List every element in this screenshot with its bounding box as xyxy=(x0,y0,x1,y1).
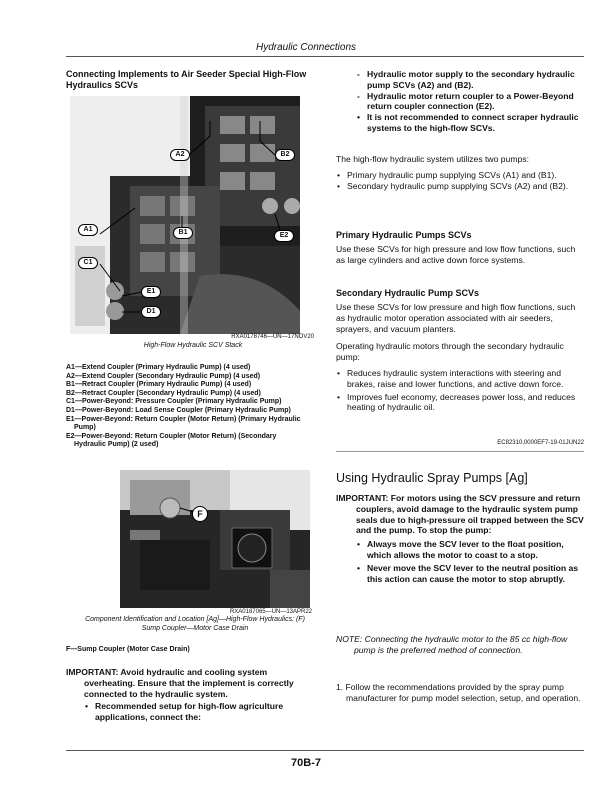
footer-rule xyxy=(66,750,584,751)
legend-item: B1—Retract Coupler (Primary Hydraulic Pump) (4 used) xyxy=(66,381,252,389)
scv-stack-figure xyxy=(70,96,300,334)
secondary-benefits-list xyxy=(336,368,584,413)
scraper-warning-list xyxy=(356,112,584,134)
figure2-caption: Component Identification and Location [Ag]—High-Flow Hydraulics: (F) Sump Coupler—Motor Case Drain xyxy=(85,616,305,632)
pumps-intro: The high-flow hydraulic system utilizes two pumps: xyxy=(336,154,529,164)
figure1-id: RXA0178746—UN—17NOV20 xyxy=(231,334,314,340)
callout-f: F xyxy=(192,506,208,522)
secondary-pump-heading: Secondary Hydraulic Pump SCVs xyxy=(336,288,480,298)
figure1-caption: High-Flow Hydraulic SCV Stack xyxy=(143,342,243,349)
scv-stack-illustration xyxy=(70,96,300,334)
page-number: 70B-7 xyxy=(291,757,321,769)
pumps-list xyxy=(336,170,584,192)
spray-bullets xyxy=(356,539,584,584)
legend-item: E1—Power-Beyond: Return Coupler (Motor Return) (Primary Hydraulic Pump) xyxy=(66,415,301,432)
secondary-pump-text2: Operating hydraulic motors through the secondary hydraulic pump: xyxy=(336,341,564,362)
sump-coupler-illustration xyxy=(120,470,310,608)
header-rule xyxy=(66,56,584,57)
list-item: • Reduces hydraulic system interactions with steering and brakes, raise and lower functions, and active down force. xyxy=(336,368,584,390)
callout-a1: A1 xyxy=(78,224,98,236)
list-item: • Recommended setup for high-flow agriculture applications, connect the: xyxy=(84,701,316,723)
list-item: • It is not recommended to connect scraper hydraulic systems to the high-flow SCVs. xyxy=(356,112,584,134)
spray-important xyxy=(336,493,584,584)
callout-e2: E2 xyxy=(274,230,294,242)
legend-item: A1—Extend Coupler (Primary Hydraulic Pump) (4 used) xyxy=(66,364,251,371)
page-header: Hydraulic Connections xyxy=(255,42,357,53)
spray-pumps-heading: Using Hydraulic Spray Pumps [Ag] xyxy=(336,471,528,485)
setup-connections xyxy=(336,69,584,134)
list-item: • Always move the SCV lever to the float position, which allows the motor to coast to a stop. xyxy=(356,539,584,561)
callout-d1: D1 xyxy=(141,306,161,318)
list-item: - Hydraulic motor return coupler to a Power-Beyond return coupler connection (E2). xyxy=(356,91,584,113)
connection-dash-list xyxy=(356,69,584,112)
legend-item: D1—Power-Beyond: Load Sense Coupler (Primary Hydraulic Pump) xyxy=(66,406,291,414)
important-bullets xyxy=(84,701,316,723)
primary-pump-heading: Primary Hydraulic Pumps SCVs xyxy=(336,230,472,240)
list-item: • Primary hydraulic pump supplying SCVs (A1) and (B1). xyxy=(336,170,584,181)
legend-item: C1—Power-Beyond: Pressure Coupler (Primary Hydraulic Pump) xyxy=(66,398,282,406)
figure2-id: RXA0187065—UN—13APR22 xyxy=(229,609,312,615)
figure2-legend: F—Sump Coupler (Motor Case Drain) xyxy=(66,646,190,653)
sump-coupler-figure xyxy=(120,470,310,608)
callout-e1: E1 xyxy=(141,286,161,298)
primary-pump-text: Use these SCVs for high pressure and low flow functions, such as large cylinders and active down force systems. xyxy=(336,244,576,265)
important-text: IMPORTANT: Avoid hydraulic and cooling system overheating. Ensure that the implement is correctly connected to the hydraulic system. xyxy=(66,667,294,699)
list-item: • Secondary hydraulic pump supplying SCVs (A2) and (B2). xyxy=(336,181,584,192)
document-reference: EC82310,0000EF7-19-01JUN22 xyxy=(497,440,584,446)
legend-item: B2—Retract Coupler (Secondary Hydraulic Pump) (4 used) xyxy=(66,389,261,397)
list-item: • Never move the SCV lever to the neutral position as this action can cause the motor to stop abruptly. xyxy=(356,563,584,585)
list-item: • Improves fuel economy, decreases power loss, and reduces heating of hydraulic oil. xyxy=(336,392,584,414)
section-rule xyxy=(336,451,584,452)
list-item: - Hydraulic motor supply to the secondary hydraulic pump SCVs (A2) and (B2). xyxy=(356,69,584,91)
callout-c1: C1 xyxy=(78,257,98,269)
figure1-legend xyxy=(66,364,306,450)
step-1: 1. Follow the recommendations provided by the spray pump manufacturer for pump model selection, setup, and operation. xyxy=(336,682,581,703)
legend-item: E2—Power-Beyond: Return Coupler (Motor Return) (Secondary Hydraulic Pump) (2 used) xyxy=(66,432,277,449)
important-text: IMPORTANT: For motors using the SCV pressure and return couplers, avoid damage to the hydraulic system pump seals due to high-pressure oil trapped between the SCV and the pump. To stop the pump: xyxy=(336,493,584,536)
legend-item: A2—Extend Coupler (Secondary Hydraulic Pump) (4 used) xyxy=(66,372,261,380)
secondary-pump-text1: Use these SCVs for low pressure and high flow functions, such as hydraulic motor operation associated with air seeders, sprayers, and vacuum planters. xyxy=(336,302,576,334)
important-overheating xyxy=(66,667,316,723)
section-heading-connecting: Connecting Implements to Air Seeder Special High-Flow Hydraulics SCVs xyxy=(66,69,307,90)
callout-b2: B2 xyxy=(275,149,295,161)
connection-note: NOTE: Connecting the hydraulic motor to the 85 cc high-flow pump is the preferred method of connection. xyxy=(336,634,568,655)
callout-b1: B1 xyxy=(173,227,193,239)
callout-a2: A2 xyxy=(170,149,190,161)
